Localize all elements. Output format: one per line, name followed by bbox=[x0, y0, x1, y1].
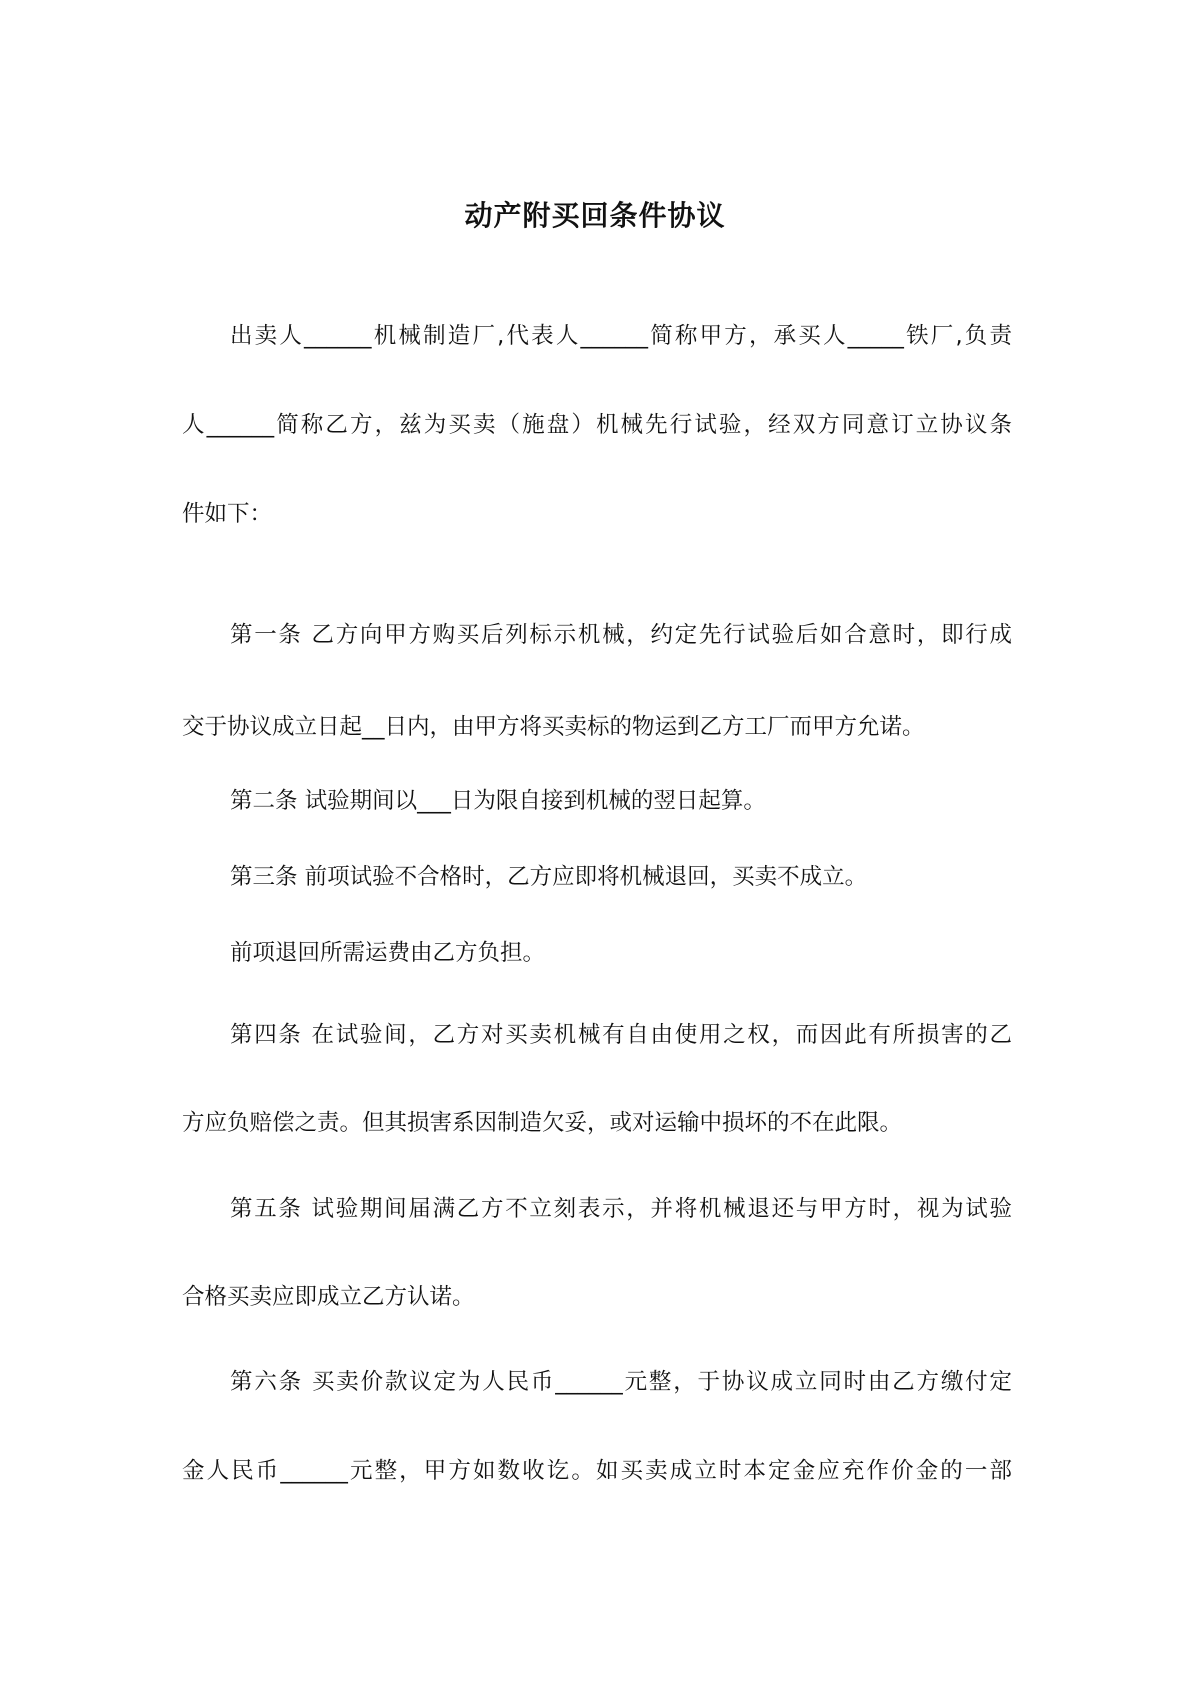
document-title: 动产附买回条件协议 bbox=[464, 199, 726, 232]
paragraph-line: 金人民币______元整，甲方如数收讫。如买卖成立时本定金应充作价金的一部 bbox=[182, 1458, 1012, 1484]
paragraph-line: 第六条 买卖价款议定为人民币______元整，于协议成立同时由乙方缴付定 bbox=[230, 1369, 1012, 1395]
paragraph-line: 第一条 乙方向甲方购买后列标示机械，约定先行试验后如合意时，即行成 bbox=[230, 622, 1012, 648]
paragraph-line: 件如下： bbox=[182, 501, 273, 527]
paragraph-line: 合格买卖应即成立乙方认诺。 bbox=[182, 1284, 475, 1310]
paragraph-line: 人______简称乙方，兹为买卖（施盘）机械先行试验，经双方同意订立协议条 bbox=[182, 412, 1012, 438]
paragraph-line: 交于协议成立日起__日内，由甲方将买卖标的物运到乙方工厂而甲方允诺。 bbox=[182, 714, 925, 740]
paragraph-line: 前项退回所需运费由乙方负担。 bbox=[230, 940, 546, 966]
paragraph-line: 出卖人______机械制造厂,代表人______简称甲方，承买人_____铁厂,负责 bbox=[230, 323, 1012, 349]
paragraph-line: 第二条 试验期间以___日为限自接到机械的翌日起算。 bbox=[230, 788, 766, 814]
paragraph-line: 第三条 前项试验不合格时，乙方应即将机械退回，买卖不成立。 bbox=[230, 864, 868, 890]
paragraph-line: 第四条 在试验间，乙方对买卖机械有自由使用之权，而因此有所损害的乙 bbox=[230, 1022, 1012, 1048]
paragraph-line: 第五条 试验期间届满乙方不立刻表示，并将机械退还与甲方时，视为试验 bbox=[230, 1196, 1012, 1222]
paragraph-line: 方应负赔偿之责。但其损害系因制造欠妥，或对运输中损坏的不在此限。 bbox=[182, 1110, 903, 1136]
